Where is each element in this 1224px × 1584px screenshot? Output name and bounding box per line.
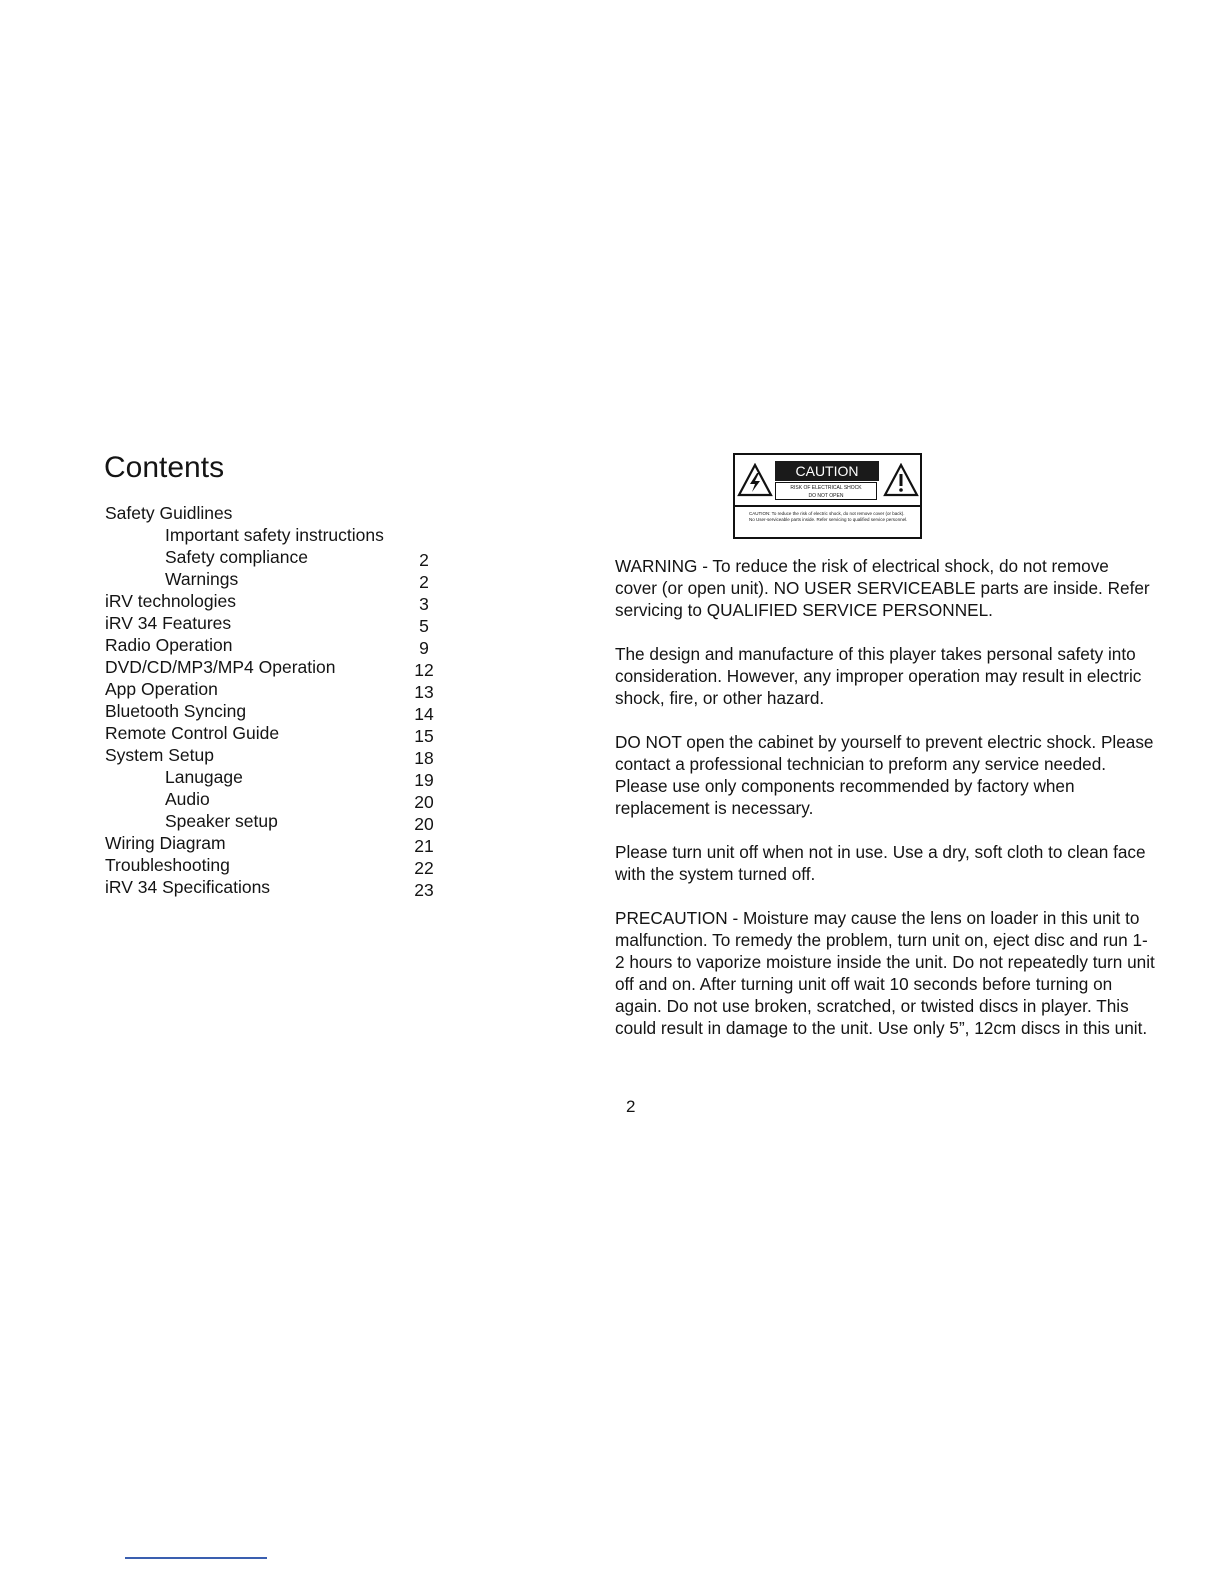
toc-entry-label: Speaker setup [165,811,278,831]
toc-entry-label: iRV 34 Specifications [105,877,271,897]
toc-row [105,524,435,546]
caution-label-header [735,455,920,505]
cabinet-paragraph: DO NOT open the cabinet by yourself to prevent electric shock. Please contact a professional technician to preform any service needed. Please use only components recommended by factory when replacement is necessary. [615,732,1154,818]
toc-entry-label: Safety Guidlines [105,503,233,523]
toc-entry-page: 15 [414,726,434,746]
caution-banner: CAUTION [775,461,879,481]
precaution-paragraph: PRECAUTION - Moisture may cause the lens on loader in this unit to malfunction. To remedy the problem, turn unit on, eject disc and run 1-2 hours to vaporize moisture inside the unit. Do not repeatedly turn unit off and on. After turning unit off wait 10 seconds before turning on again. Do not use broken, scratched, or twisted discs in player. This could result in damage to the unit. Use only 5”, 12cm discs in this unit. [615,908,1155,1038]
toc-entry-label: Bluetooth Syncing [105,701,247,721]
toc-entry-page: 12 [414,660,434,680]
caution-subtext-line-2: DO NOT OPEN [808,493,844,499]
footer-rule [125,1557,267,1559]
turn-off-paragraph: Please turn unit off when not in use. Use a dry, soft cloth to clean face with the system turned off. [615,842,1146,884]
caution-subtext [775,482,877,500]
caution-divider [735,505,920,507]
toc-row [105,568,435,590]
toc-entry-label: Remote Control Guide [105,723,280,743]
toc-entry-label: Radio Operation [105,635,233,655]
toc-row [105,590,435,612]
toc-entry-label: iRV 34 Features [105,613,232,633]
toc-entry-label: Troubleshooting [105,855,230,875]
toc-row [105,744,435,766]
electric-shock-warning-icon [737,463,773,497]
caution-fine-print: CAUTION: To reduce the risk of electric shock, do not remove cover (or back). No User-serviceable parts inside. Refer servicing to qualified service personnel. [749,511,908,522]
toc-row [105,854,435,876]
exclamation-warning-icon [883,463,919,497]
page-number: 2 [626,1097,636,1116]
toc-entry-page: 5 [419,616,429,636]
toc-entry-page: 2 [419,572,429,592]
toc-entry-page: 20 [414,814,434,834]
toc-entry-page: 22 [414,858,434,878]
contents-title: Contents [104,451,225,484]
warning-paragraph: WARNING - To reduce the risk of electrical shock, do not remove cover (or open unit). NO USER SERVICEABLE parts are inside. Refer servicing to QUALIFIED SERVICE PERSONNEL. [615,556,1150,620]
toc-row [105,634,435,656]
toc-entry-label: Lanugage [165,767,243,787]
toc-row [105,678,435,700]
toc-entry-label: Warnings [165,569,239,589]
toc-entry-page: 2 [419,550,429,570]
toc-entry-label: Audio [165,789,210,809]
design-paragraph: The design and manufacture of this player takes personal safety into consideration. However, any improper operation may result in electric shock, fire, or other hazard. [615,644,1142,708]
toc-entry-page: 20 [414,792,434,812]
caution-subtext-line-1: RISK OF ELECTRICAL SHOCK [790,485,862,491]
toc-row [105,876,435,898]
toc-row [105,832,435,854]
toc-entry-page: 21 [414,836,434,856]
toc-entry-page: 14 [414,704,434,724]
toc-entry-page: 19 [414,770,434,790]
caution-label [733,453,922,539]
toc-row [105,656,435,678]
table-of-contents [105,502,435,898]
toc-entry-label: iRV technologies [105,591,237,611]
toc-row [105,788,435,810]
toc-row [105,700,435,722]
toc-entry-label: Wiring Diagram [105,833,226,853]
toc-entry-page: 13 [414,682,434,702]
toc-entry-label: DVD/CD/MP3/MP4 Operation [105,657,336,677]
toc-entry-page: 3 [419,594,429,614]
toc-row [105,810,435,832]
toc-entry-label: System Setup [105,745,214,765]
toc-row [105,546,435,568]
toc-entry-page: 18 [414,748,434,768]
toc-entry-page: 9 [419,638,429,658]
toc-row [105,612,435,634]
toc-entry-page: 23 [414,880,434,900]
toc-row [105,722,435,744]
toc-entry-label: App Operation [105,679,218,699]
toc-entry-label: Safety compliance [165,547,308,567]
toc-row [105,502,435,524]
toc-entry-label: Important safety instructions [165,525,384,545]
toc-row [105,766,435,788]
